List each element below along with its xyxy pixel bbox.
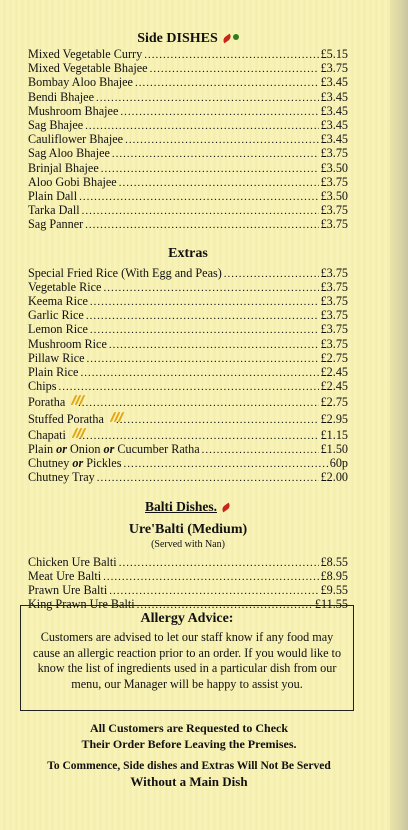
menu-item-name: Stuffed Poratha [28,411,104,426]
menu-item-price: 60p [329,456,348,471]
balti-list [28,556,348,613]
menu-item-name: Tarka Dall [28,203,80,218]
menu-item [28,338,348,352]
dot-leader [202,444,319,457]
menu-item [28,62,348,76]
dot-leader [119,177,319,190]
menu-item [28,147,348,161]
dot-leader [85,219,318,232]
menu-item [28,176,348,190]
menu-item [28,427,348,443]
menu-item-name: Brinjal Bhajee [28,160,99,175]
menu-item [28,471,348,485]
menu-item-name: Garlic Rice [28,308,84,323]
spicy-icon [71,394,76,406]
side-dishes-list [28,48,348,233]
dot-leader [86,310,319,323]
menu-item-name: Chapati [28,427,66,442]
menu-item-price: £3.45 [320,118,348,133]
menu-item-name: Chicken Ure Balti [28,554,117,569]
menu-item-name: Mushroom Bhajee [28,103,119,118]
menu-item-price: £3.75 [320,308,348,323]
menu-item-price: £3.45 [320,75,348,90]
menu-item-name: Plain or Onion or Cucumber Ratha [28,442,200,457]
menu-item-name: Chutney or Pickles [28,456,122,471]
menu-item-name: Bendi Bhajee [28,89,94,104]
menu-item-price: £3.45 [320,103,348,118]
menu-item [28,76,348,90]
menu-item [28,267,348,281]
menu-item [28,443,348,457]
chili-icon [221,34,232,44]
menu-item [28,190,348,204]
menu-item-name: Keema Rice [28,294,88,309]
dot-leader [125,134,318,147]
check-order-notice [14,720,364,752]
menu-content [28,0,348,613]
menu-item-name: Poratha [28,395,66,410]
menu-item-name: Chips [28,379,57,394]
menu-item-price: £3.75 [320,61,348,76]
menu-item [28,366,348,380]
menu-item-name: Chutney Tray [28,470,95,485]
menu-item-price: £3.50 [320,160,348,175]
dot-leader [112,148,319,161]
menu-item-price: £2.45 [320,365,348,380]
menu-item [28,556,348,570]
menu-item-name: Prawn Ure Balti [28,583,108,598]
menu-item-name: Aloo Gobi Bhajee [28,174,117,189]
footer-line: Their Order Before Leaving the Premises. [81,737,297,751]
menu-item-price: £11.55 [314,597,348,612]
menu-item [28,352,348,366]
menu-item-price: £3.75 [320,294,348,309]
menu-item [28,91,348,105]
menu-item [28,457,348,471]
menu-item-price: £3.75 [320,336,348,351]
menu-item-name: Bombay Aloo Bhajee [28,75,133,90]
page-edge [390,0,408,830]
spicy-icon [110,411,114,423]
menu-item-name: Sag Bhajee [28,118,84,133]
dot-leader [96,92,319,105]
menu-item [28,48,348,62]
menu-item-price: £2.45 [320,379,348,394]
footer-line: Without a Main Dish [130,774,248,789]
dot-leader [135,77,319,90]
menu-item-price: £8.95 [320,568,348,583]
menu-item [28,380,348,394]
balti-heading: Balti Dishes. [28,498,348,516]
dot-leader [101,163,319,176]
menu-item-name: Special Fried Rice (With Egg and Peas) [28,265,222,280]
menu-item [28,394,348,410]
menu-item-price: £3.75 [320,203,348,218]
menu-item [28,133,348,147]
menu-item-price: £5.15 [320,47,348,61]
dot-leader [144,49,318,62]
dot-leader [80,367,318,380]
side-dishes-heading: Side DISHES [28,30,348,48]
dot-leader [103,282,318,295]
menu-item-name: Sag Panner [28,217,84,232]
dot-leader [109,585,318,598]
menu-item [28,411,348,427]
menu-item [28,281,348,295]
extras-list [28,267,348,486]
dot-leader [58,381,318,394]
dot-leader [150,63,319,76]
dot-leader [123,458,327,471]
menu-item-name: Sag Aloo Bhajee [28,146,110,161]
dot-leader [120,106,318,119]
menu-item [28,570,348,584]
footer-line: To Commence, Side dishes and Extras Will Not Be Served [47,760,331,772]
leaf-icon [233,34,239,40]
menu-item-name: Meat Ure Balti [28,568,102,583]
dot-leader [90,324,319,337]
menu-item-price: £3.75 [320,279,348,294]
allergy-text: Customers are advised to let our staff know if any food may cause an allergic reaction prior to an order. If you would like to know the list of ingredients used in a particular dish from our menu, our Manager will be happy to assist you. [32,630,342,691]
dot-leader [78,397,319,410]
menu-item [28,119,348,133]
menu-item-price: £8.55 [320,554,348,569]
chili-icon [220,503,231,513]
dot-leader [109,339,319,352]
allergy-box [20,605,354,711]
menu-item-price: £3.50 [320,189,348,204]
menu-item-name: Plain Dall [28,189,78,204]
ure-balti-subheading: Ure'Balti (Medium) [128,521,248,537]
dot-leader [82,205,319,218]
dot-leader [116,414,319,427]
dot-leader [224,268,319,281]
menu-item-price: £1.50 [320,442,348,457]
menu-item-price: £9.55 [320,583,348,598]
dot-leader [103,571,318,584]
menu-item-name: Cauliflower Bhajee [28,132,124,147]
menu-item-name: Mushroom Rice [28,336,107,351]
menu-item-price: £2.75 [320,350,348,365]
menu-item-price: £3.45 [320,132,348,147]
menu-item [28,584,348,598]
footer-line: All Customers are Requested to Check [89,721,289,735]
menu-item [28,323,348,337]
menu-item-name: Lemon Rice [28,322,88,337]
menu-item-name: Mixed Vegetable Bhajee [28,61,148,76]
dot-leader [119,557,319,570]
dot-leader [79,191,318,204]
menu-item [28,204,348,218]
allergy-title: Allergy Advice: [140,611,234,626]
menu-item-price: £3.75 [320,265,348,280]
menu-item [28,309,348,323]
menu-item-price: £3.75 [320,146,348,161]
served-with-note: (Served with Nan) [151,538,225,550]
menu-item-price: £3.75 [320,322,348,337]
menu-item-name: King Prawn Ure Balti [28,597,135,612]
menu-item [28,218,348,232]
spicy-icon [72,427,77,439]
menu-item-name: Vegetable Rice [28,279,102,294]
menu-item-price: £3.45 [320,89,348,104]
extras-heading: Extras [168,245,208,261]
menu-item [28,162,348,176]
dot-leader [97,472,319,485]
menu-item-price: £3.75 [320,217,348,232]
menu-item-price: £1.15 [320,427,348,442]
menu-item-name: Plain Rice [28,365,79,380]
main-dish-notice [14,758,364,790]
menu-item-name: Mixed Vegetable Curry [28,47,143,61]
menu-item-price: £2.00 [320,470,348,485]
menu-item-price: £3.75 [320,174,348,189]
menu-item-name: Pillaw Rice [28,350,85,365]
dot-leader [90,296,319,309]
menu-item-price: £2.75 [320,395,348,410]
dot-leader [87,353,319,366]
menu-item [28,295,348,309]
menu-item [28,105,348,119]
menu-item-price: £2.95 [320,411,348,426]
